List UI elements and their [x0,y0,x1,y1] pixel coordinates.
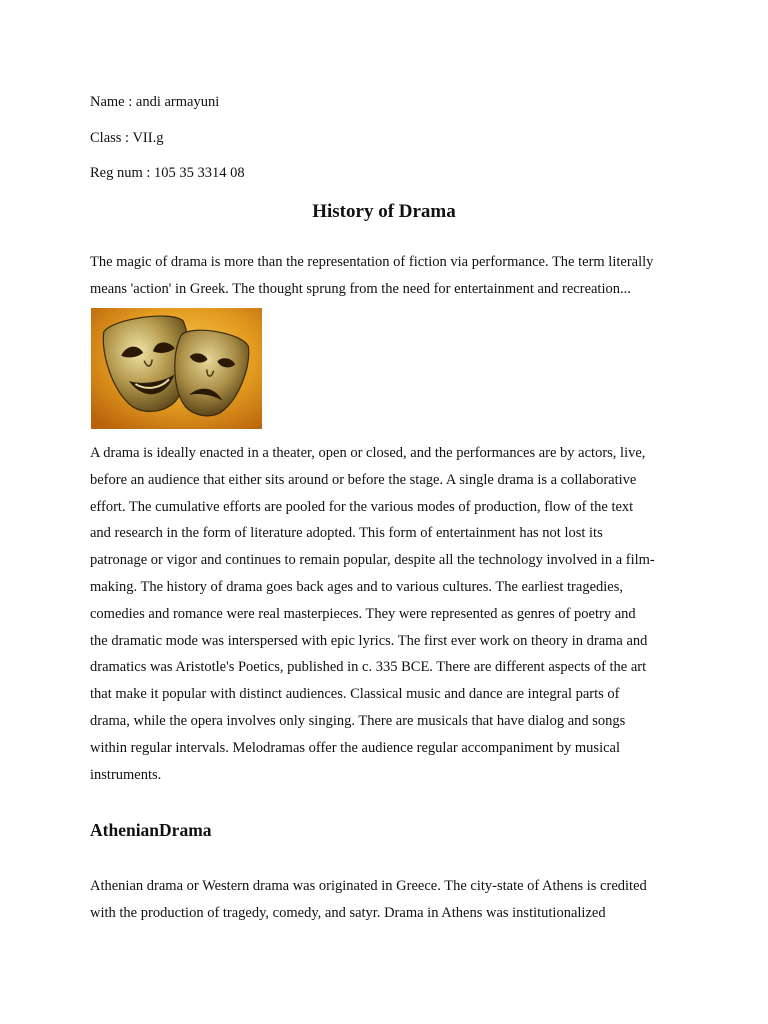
intro-paragraph [90,249,690,303]
student-name: Name : andi armayuni [90,94,220,110]
body-line: before an audience that either sits around or before the stage. A single drama is a collaborative [90,471,637,488]
body-line: comedies and romance were real masterpieces. They were represented as genres of poetry and [90,605,636,622]
body-line: the dramatic mode was interspersed with epic lyrics. The first ever work on theory in drama and [90,632,648,649]
body-line: effort. The cumulative efforts are pooled for the various modes of production, flow of the text [90,498,634,515]
body-line: dramatics was Aristotle's Poetics, published in c. 335 BCE. There are different aspects of the art [90,659,647,676]
body-line: instruments. [90,766,162,783]
page-title: History of Drama [312,201,456,222]
body-line: and research in the form of literature adopted. This form of entertainment has not lost its [90,525,603,542]
body-line: making. The history of drama goes back ages and to various cultures. The earliest tragedies, [90,578,623,595]
comedy-tragedy-masks-image [91,308,262,429]
body-line: within regular intervals. Melodramas offer the audience regular accompaniment by musical [90,739,620,756]
body-line: that make it popular with distinct audiences. Classical music and dance are integral parts of [90,686,620,703]
body-line: patronage or vigor and continues to remain popular, despite all the technology involved in a film- [90,552,655,569]
intro-line: means 'action' in Greek. The thought sprung from the need for entertainment and recreation... [90,280,631,297]
section-line: with the production of tragedy, comedy, and satyr. Drama in Athens was institutionalized [90,904,606,921]
body-line: drama, while the opera involves only singing. There are musicals that have dialog and songs [90,712,626,729]
section-heading: AthenianDrama [90,820,212,840]
body-paragraph [90,440,690,788]
body-line: A drama is ideally enacted in a theater, open or closed, and the performances are by actors, live, [90,445,646,461]
section-paragraph [90,873,690,927]
section-line: Athenian drama or Western drama was originated in Greece. The city-state of Athens is credited [90,878,647,894]
intro-line: The magic of drama is more than the representation of fiction via performance. The term literally [90,254,654,270]
comedy-tragedy-masks-icon [91,308,262,429]
registration-number: Reg num : 105 35 3314 08 [90,165,245,181]
student-class: Class : VII.g [90,130,164,146]
